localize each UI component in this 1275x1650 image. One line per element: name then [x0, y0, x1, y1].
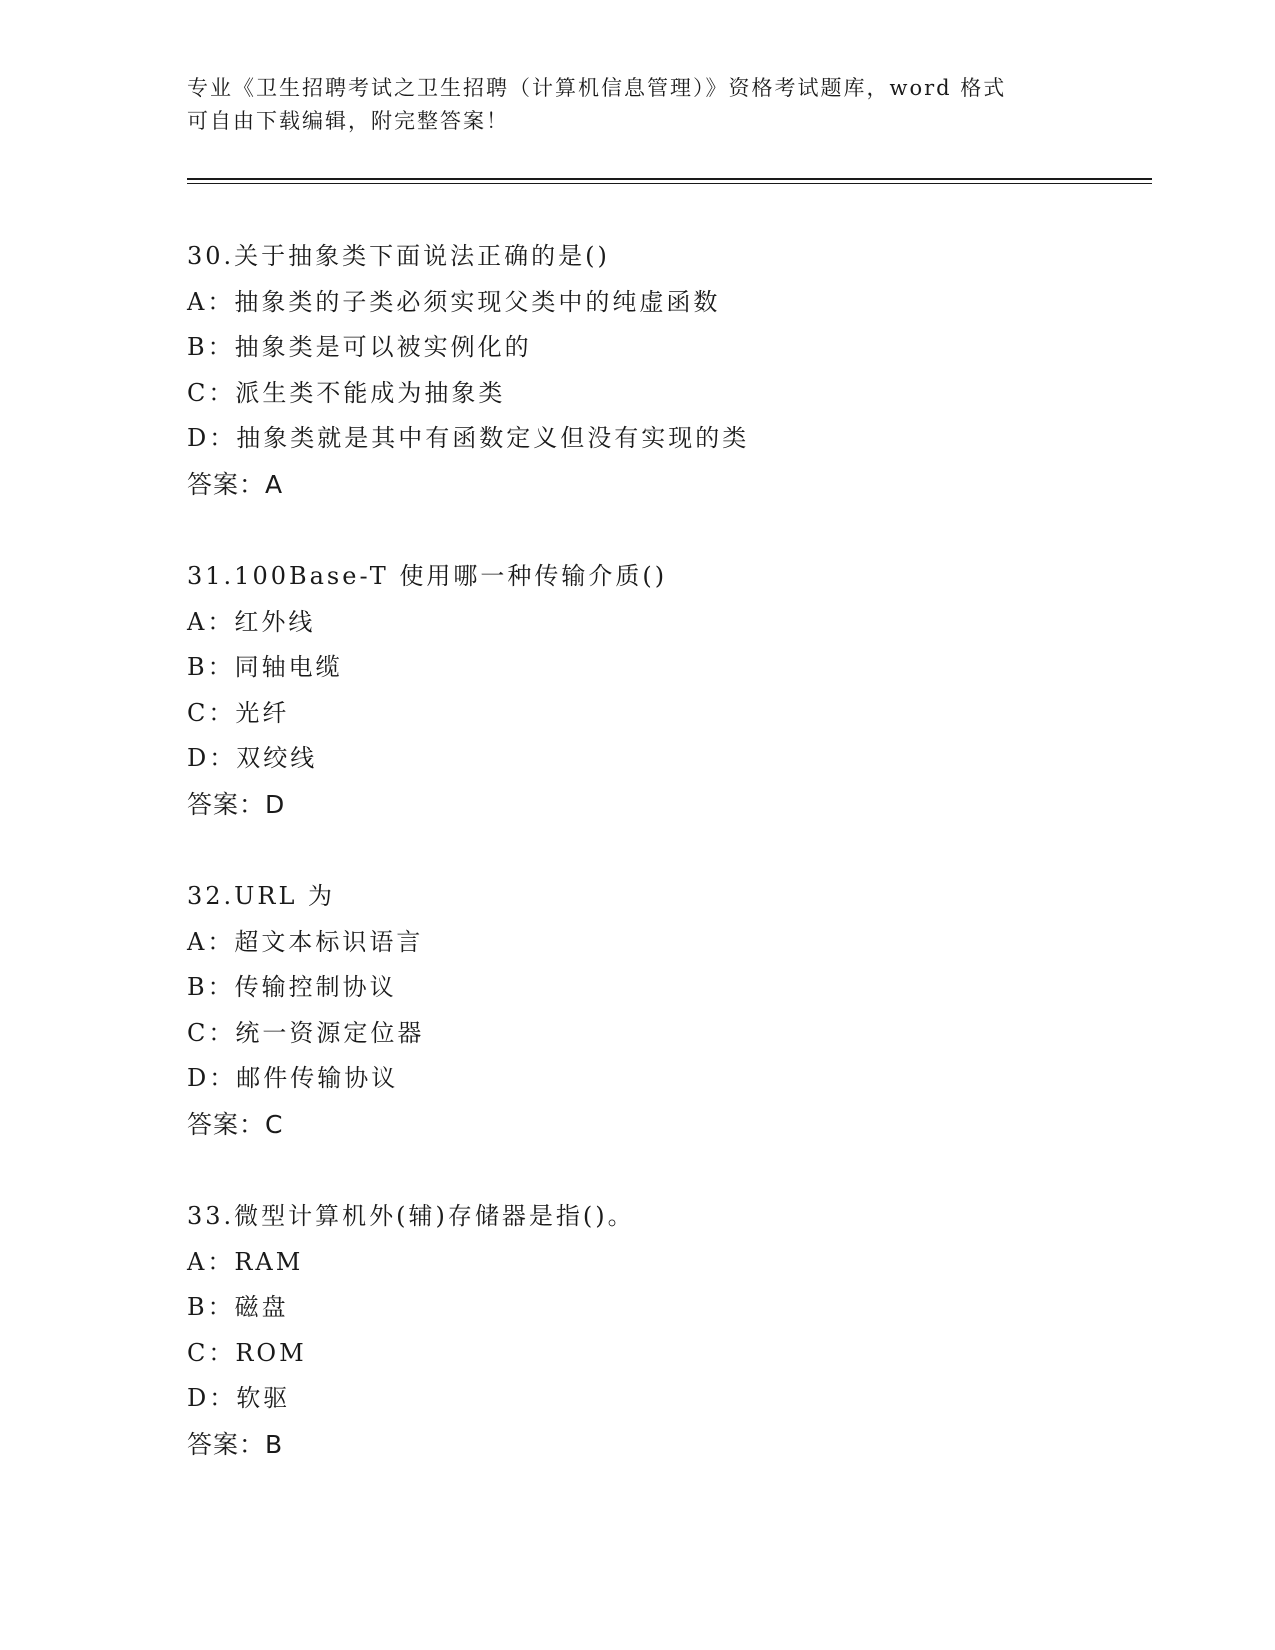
option-b: B：同轴电缆	[187, 653, 343, 681]
option-d: D：软驱	[187, 1384, 291, 1412]
question-31	[187, 554, 1147, 874]
question-33	[187, 1194, 1147, 1514]
question-32	[187, 874, 1147, 1194]
option-b: B：抽象类是可以被实例化的	[187, 333, 532, 361]
option-a: A：RAM	[187, 1247, 304, 1276]
header-line-2: 可自由下载编辑，附完整答案！	[187, 109, 509, 133]
option-d: D：邮件传输协议	[187, 1064, 399, 1092]
option-a: A：抽象类的子类必须实现父类中的纯虚函数	[187, 287, 721, 316]
option-c: C：派生类不能成为抽象类	[187, 378, 506, 407]
question-stem: 33.微型计算机外(辅)存储器是指()。	[187, 1202, 635, 1230]
question-stem: 30.关于抽象类下面说法正确的是()	[187, 242, 610, 270]
document-header	[187, 72, 1087, 138]
question-list	[187, 234, 1147, 1514]
question-30	[187, 234, 1147, 554]
option-c: C：ROM	[187, 1338, 307, 1367]
option-d: D：抽象类就是其中有函数定义但没有实现的类	[187, 424, 750, 452]
question-stem: 32.URL 为	[187, 882, 336, 910]
option-c: C：光纤	[187, 698, 290, 727]
option-c: C：统一资源定位器	[187, 1018, 425, 1047]
answer: 答案：D	[187, 789, 286, 819]
header-line-1: 专业《卫生招聘考试之卫生招聘（计算机信息管理）》资格考试题库，word 格式	[187, 76, 1007, 100]
option-b: B：磁盘	[187, 1293, 289, 1321]
option-a: A：超文本标识语言	[187, 927, 424, 956]
answer: 答案：B	[187, 1429, 284, 1459]
option-a: A：红外线	[187, 607, 316, 636]
header-divider-thick	[187, 178, 1152, 180]
option-b: B：传输控制协议	[187, 973, 397, 1001]
answer: 答案：A	[187, 469, 284, 499]
header-divider-thin	[187, 183, 1152, 184]
option-d: D：双绞线	[187, 744, 318, 772]
question-stem: 31.100Base-T 使用哪一种传输介质()	[187, 562, 668, 590]
answer: 答案：C	[187, 1109, 284, 1139]
